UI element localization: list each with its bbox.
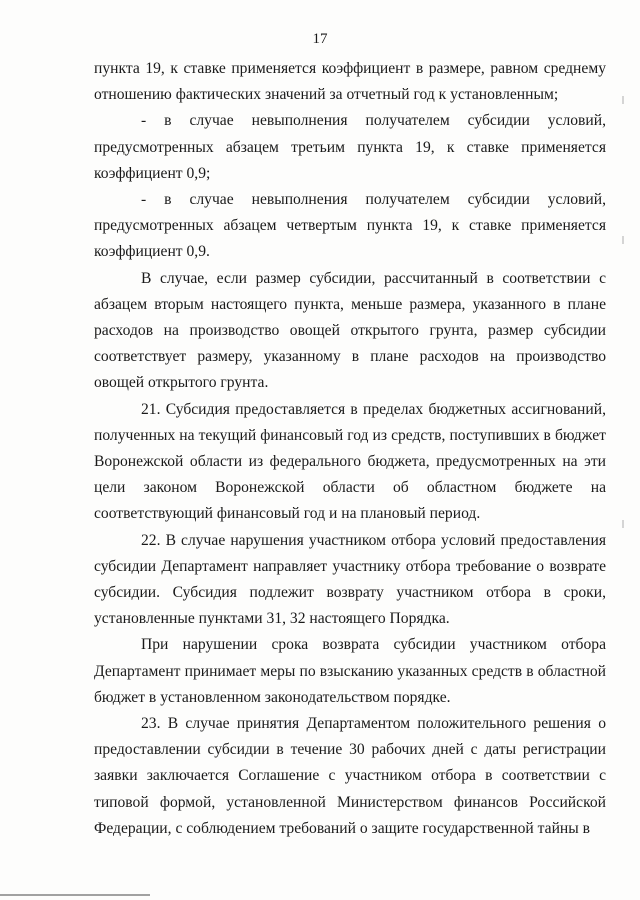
paragraph-subsidy-size: В случае, если размер субсидии, рассчитанный в соответствии с абзацем вторым настоящего пункта, меньше размера, указанного в плане расходов на производство овощей открытого грунта, размер субсидии соответствует размеру, указанному в плане расходов на производство овощей открытого грунта.	[94, 269, 606, 392]
paragraph-clause-21: 21. Субсидия предоставляется в пределах бюджетных ассигнований, полученных на текущий финансовый год из средств, поступивших в бюджет Воронежской области из федерального бюджета, предусмотренных на эти цели законом Воронежской области об областном бюджете на соответствующий финансовый год и на плановый период.	[94, 400, 606, 523]
paragraph-clause-23: 23. В случае принятия Департаментом положительного решения о предоставлении субсидии в течение 30 рабочих дней с даты регистрации заявки заключается Соглашение с участником отбора в соответствии с типовой формой, установленной Министерством финансов Российской Федерации, с соблюдением требований о защите государственной тайны в	[94, 715, 606, 837]
paragraph-continuation: пункта 19, к ставке применяется коэффициент в размере, равном среднему отношению фактических значений за отчетный год к установленным;	[94, 60, 606, 104]
document-body	[94, 56, 606, 842]
scan-speck	[622, 236, 624, 244]
paragraph-bullet-1: - в случае невыполнения получателем субсидии условий, предусмотренных абзацем третьим пункта 19, к ставке применяется коэффициент 0,9;	[94, 112, 606, 182]
page-number: 17	[312, 31, 328, 47]
scan-speck	[622, 96, 624, 104]
scan-edge-mark	[0, 894, 150, 896]
paragraph-bullet-2: - в случае невыполнения получателем субсидии условий, предусмотренных абзацем четвертым пункта 19, к ставке применяется коэффициент 0,9.	[94, 191, 606, 261]
paragraph-return-violation: При нарушении срока возврата субсидии участником отбора Департамент принимает меры по взысканию указанных средств в областной бюджет в установленном законодательством порядке.	[94, 636, 606, 706]
scan-speck	[622, 520, 624, 528]
paragraph-clause-22: 22. В случае нарушения участником отбора условий предоставления субсидии Департамент направляет участнику отбора требование о возврате субсидии. Субсидия подлежит возврату участником отбора в сроки, установленные пунктами 31, 32 настоящего Порядка.	[94, 531, 606, 628]
